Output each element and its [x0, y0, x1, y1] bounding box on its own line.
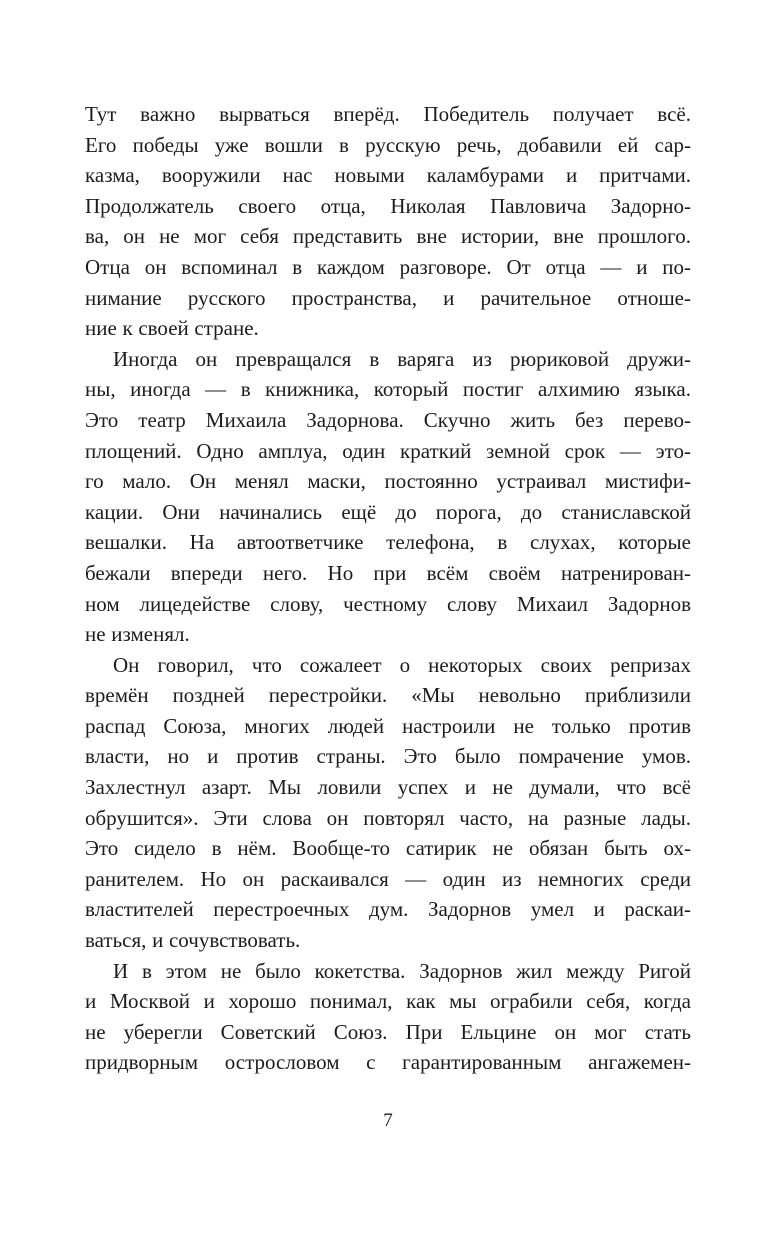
text-line: обрушится». Эти слова он повторял часто, на разные лады. [85, 805, 691, 830]
paragraph [85, 650, 691, 956]
text-line: ние к своей стране. [85, 316, 259, 341]
text-block [85, 99, 691, 1078]
text-line: кации. Они начинались ещё до порога, до станиславской [85, 499, 691, 524]
text-line: Захлестнул азарт. Мы ловили успех и не думали, что всё [85, 775, 691, 800]
text-line: власти, но и против страны. Это было помрачение умов. [85, 744, 691, 769]
text-line: ранителем. Но он раскаивался — один из немногих среди [85, 866, 691, 891]
text-line: ва, он не мог себя представить вне истории, вне прошлого. [85, 224, 691, 249]
text-line: И в этом не было кокетства. Задорнов жил между Ригой [113, 958, 691, 983]
page-number: 7 [383, 1110, 393, 1131]
text-line: го мало. Он менял маски, постоянно устраивал мистифи- [85, 469, 691, 494]
text-line: Это театр Михаила Задорнова. Скучно жить без перево- [85, 407, 691, 432]
text-line: и Москвой и хорошо понимал, как мы ограбили себя, когда [85, 989, 691, 1014]
text-line: времён поздней перестройки. «Мы невольно приблизили [85, 683, 691, 708]
paragraph [85, 344, 691, 650]
text-line: распад Союза, многих людей настроили не только против [85, 713, 691, 738]
text-line: не изменял. [85, 622, 190, 647]
text-line: площений. Одно амплуа, один краткий земной срок — это- [85, 438, 691, 463]
text-line: бежали впереди него. Но при всём своём натренирован- [85, 560, 691, 585]
text-line: властителей перестроечных дум. Задорнов умел и раскаи- [85, 897, 691, 922]
text-line: ном лицедействе слову, честному слову Михаил Задорнов [85, 591, 691, 616]
text-line: ны, иногда — в книжника, который постиг алхимию языка. [85, 377, 691, 402]
text-line: Его победы уже вошли в русскую речь, добавили ей сар- [85, 132, 691, 157]
text-line: нимание русского пространства, и рачительное отноше- [85, 285, 691, 310]
text-line: придворным острословом с гарантированным ангажемен- [85, 1050, 691, 1075]
paragraph [85, 956, 691, 1078]
text-line: не уберегли Советский Союз. При Ельцине он мог стать [85, 1019, 691, 1044]
text-line: Это сидело в нём. Вообще-то сатирик не обязан быть ох- [85, 836, 691, 861]
text-line: ваться, и сочувствовать. [85, 928, 301, 953]
text-line: казма, вооружили нас новыми каламбурами и притчами. [85, 163, 691, 188]
text-line: Отца он вспоминал в каждом разговоре. От отца — и по- [85, 254, 691, 279]
text-line: вешалки. На автоответчике телефона, в слухах, которые [85, 530, 691, 555]
text-line: Продолжатель своего отца, Николая Павловича Задорно- [85, 193, 691, 218]
text-line: Тут важно вырваться вперёд. Победитель получает всё. [85, 102, 691, 126]
paragraph [85, 99, 691, 344]
text-line: Он говорил, что сожалеет о некоторых своих репризах [113, 652, 691, 677]
text-line: Иногда он превращался в варяга из рюриковой дружи- [113, 346, 691, 371]
